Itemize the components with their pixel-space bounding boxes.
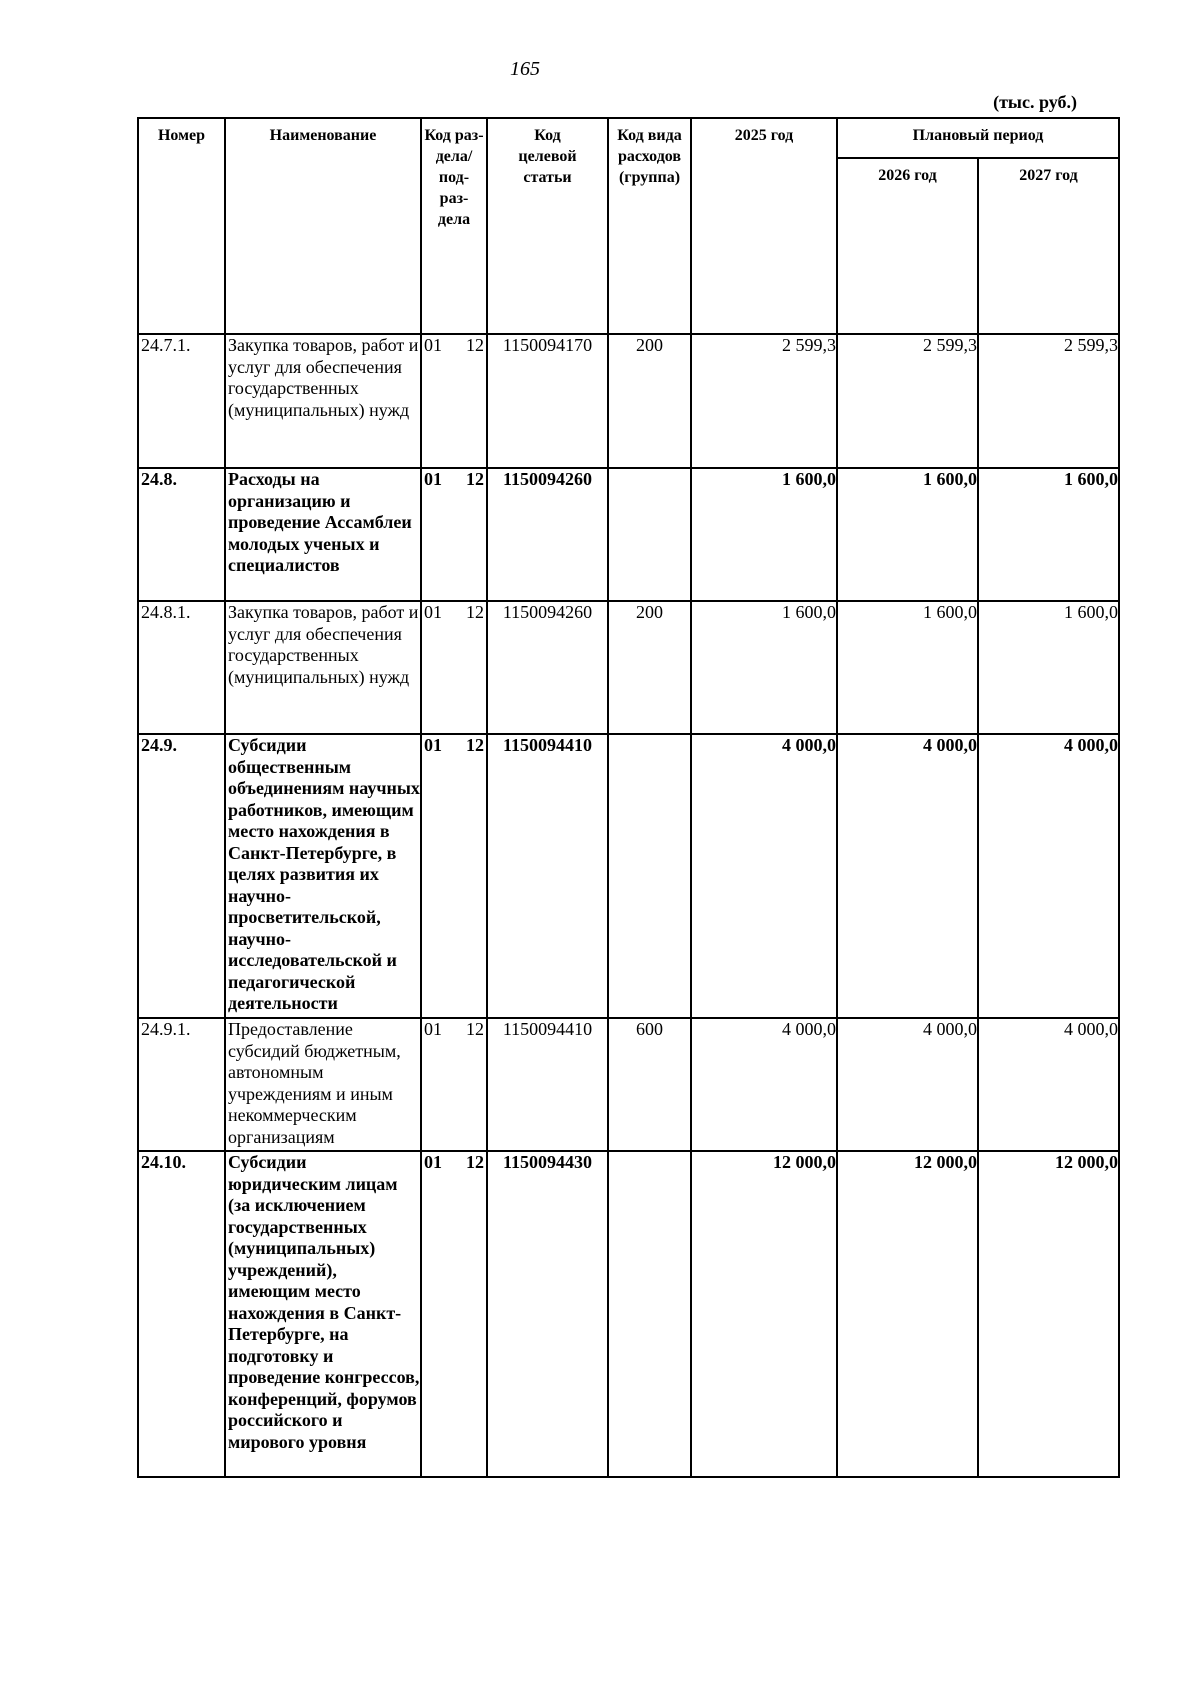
row-amount-2026: 1 600,0 <box>837 468 978 601</box>
row-section-code <box>421 1151 487 1477</box>
table-row <box>138 734 1119 1018</box>
row-amount-2027: 4 000,0 <box>978 734 1119 1018</box>
row-section-code <box>421 1018 487 1151</box>
table-row <box>138 334 1119 468</box>
row-number: 24.9. <box>138 734 225 1018</box>
header-expense-type: Код вида расходов (группа) <box>608 118 691 334</box>
row-target-code: 1150094430 <box>487 1151 608 1477</box>
table-row <box>138 601 1119 734</box>
row-target-code: 1150094410 <box>487 1018 608 1151</box>
header-planned-period: Плановый период <box>837 118 1119 158</box>
section-code: 01 <box>424 469 442 489</box>
row-name: Закупка товаров, работ и услуг для обеспечения государственных (муниципальных) нужд <box>225 334 421 468</box>
row-target-code: 1150094260 <box>487 601 608 734</box>
row-section-code <box>421 601 487 734</box>
row-amount-2025: 2 599,3 <box>691 334 837 468</box>
row-amount-2025: 1 600,0 <box>691 468 837 601</box>
row-expense-type: 200 <box>608 334 691 468</box>
row-name: Закупка товаров, работ и услуг для обеспечения государственных (муниципальных) нужд <box>225 601 421 734</box>
row-amount-2027: 1 600,0 <box>978 601 1119 734</box>
row-number: 24.7.1. <box>138 334 225 468</box>
row-number: 24.9.1. <box>138 1018 225 1151</box>
header-section-code: Код раз- дела/ под- раз- дела <box>421 118 487 334</box>
row-name: Субсидии юридическим лицам (за исключением государственных (муниципальных) учреждений), имеющим место нахождения в Санкт-Петербурге, на подготовку и проведение конгрессов, конференций, форумов российского и мирового уровня <box>225 1151 421 1477</box>
row-expense-type <box>608 468 691 601</box>
table-header <box>138 118 1119 334</box>
row-amount-2026: 2 599,3 <box>837 334 978 468</box>
row-amount-2025: 4 000,0 <box>691 1018 837 1151</box>
row-number: 24.8. <box>138 468 225 601</box>
row-target-code: 1150094170 <box>487 334 608 468</box>
row-amount-2026: 4 000,0 <box>837 734 978 1018</box>
row-amount-2027: 2 599,3 <box>978 334 1119 468</box>
row-name: Субсидии общественным объединениям научных работников, имеющим место нахождения в Санкт-Петербурге, в целях развития их научно-просветительской, научно-исследовательской и педагогической деятельности <box>225 734 421 1018</box>
row-amount-2027: 1 600,0 <box>978 468 1119 601</box>
row-name: Расходы на организацию и проведение Ассамблеи молодых ученых и специалистов <box>225 468 421 601</box>
header-year-2026: 2026 год <box>837 158 978 334</box>
budget-table <box>137 117 1120 1478</box>
table-body <box>138 334 1119 1477</box>
row-number: 24.10. <box>138 1151 225 1477</box>
subsection-code: 12 <box>466 1152 484 1172</box>
row-section-code <box>421 734 487 1018</box>
row-expense-type: 600 <box>608 1018 691 1151</box>
row-amount-2026: 12 000,0 <box>837 1151 978 1477</box>
subsection-code: 12 <box>466 735 484 755</box>
row-amount-2027: 4 000,0 <box>978 1018 1119 1151</box>
row-amount-2025: 1 600,0 <box>691 601 837 734</box>
row-section-code <box>421 468 487 601</box>
section-code: 01 <box>424 1152 442 1172</box>
section-code: 01 <box>424 335 442 355</box>
table-row <box>138 1151 1119 1477</box>
row-amount-2025: 12 000,0 <box>691 1151 837 1477</box>
section-code: 01 <box>424 1019 442 1039</box>
row-expense-type <box>608 1151 691 1477</box>
table-row <box>138 1018 1119 1151</box>
header-number: Номер <box>138 118 225 334</box>
section-code: 01 <box>424 602 442 622</box>
row-amount-2026: 1 600,0 <box>837 601 978 734</box>
header-name: Наименование <box>225 118 421 334</box>
row-section-code <box>421 334 487 468</box>
header-target-code: Код целевой статьи <box>487 118 608 334</box>
row-amount-2026: 4 000,0 <box>837 1018 978 1151</box>
row-amount-2027: 12 000,0 <box>978 1151 1119 1477</box>
row-expense-type <box>608 734 691 1018</box>
header-year-2027: 2027 год <box>978 158 1119 334</box>
table-row <box>138 468 1119 601</box>
row-amount-2025: 4 000,0 <box>691 734 837 1018</box>
row-name: Предоставление субсидий бюджетным, автономным учреждениям и иным некоммерческим организациям <box>225 1018 421 1151</box>
subsection-code: 12 <box>466 602 484 622</box>
row-expense-type: 200 <box>608 601 691 734</box>
row-target-code: 1150094260 <box>487 468 608 601</box>
subsection-code: 12 <box>466 469 484 489</box>
page-number: 165 <box>510 58 540 80</box>
section-code: 01 <box>424 735 442 755</box>
subsection-code: 12 <box>466 1019 484 1039</box>
row-number: 24.8.1. <box>138 601 225 734</box>
subsection-code: 12 <box>466 335 484 355</box>
header-year-2025: 2025 год <box>691 118 837 334</box>
units-label: (тыс. руб.) <box>993 92 1077 112</box>
row-target-code: 1150094410 <box>487 734 608 1018</box>
